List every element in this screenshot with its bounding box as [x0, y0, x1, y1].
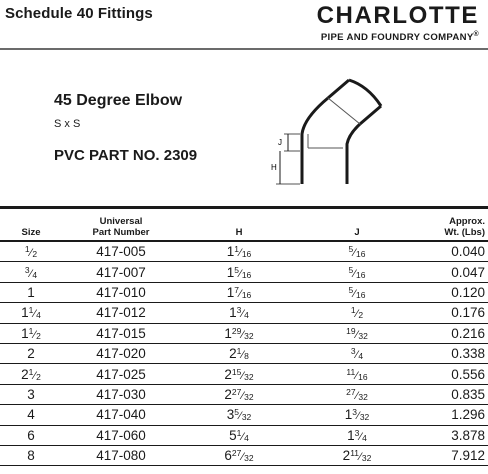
- cell-j: [298, 241, 416, 262]
- cell-size: [0, 262, 62, 282]
- table-row: [0, 323, 488, 343]
- j-whole: 2: [342, 448, 351, 464]
- j-denominator: 32: [358, 330, 368, 341]
- cell-h: [180, 323, 298, 343]
- j-denominator: 4: [358, 351, 364, 362]
- h-numerator: 27: [231, 386, 242, 397]
- cell-part-number: 417-040: [62, 405, 180, 425]
- h-whole: 6: [224, 448, 232, 464]
- cell-size: [0, 425, 62, 445]
- cell-weight: 0.176: [416, 303, 488, 323]
- cell-part-number: 417-025: [62, 364, 180, 384]
- j-numerator: 3: [352, 407, 357, 418]
- elbow-upper-right-wall: [360, 106, 381, 124]
- dim-j-ticks: [284, 134, 300, 151]
- col-header-part-number: Universal Part Number: [62, 209, 180, 241]
- j-denominator: 32: [359, 412, 370, 423]
- col-header-weight: Approx. Wt. (Lbs): [416, 209, 488, 241]
- j-numerator: 5: [348, 244, 354, 255]
- h-whole: 2: [224, 386, 232, 402]
- size-fraction-slash: ⁄: [30, 267, 32, 280]
- cell-j: [298, 262, 416, 282]
- size-numerator: 3: [24, 264, 30, 275]
- j-fraction-slash: ⁄: [357, 410, 360, 423]
- cell-h: [180, 384, 298, 404]
- cell-h: [180, 262, 298, 282]
- h-denominator: 32: [244, 391, 254, 402]
- size-whole: 3: [27, 386, 35, 402]
- cell-j: [298, 303, 416, 323]
- table-row: [0, 343, 488, 363]
- j-denominator: 16: [356, 289, 366, 300]
- size-denominator: 2: [36, 371, 41, 382]
- table-row: [0, 425, 488, 445]
- size-whole: 2: [21, 366, 29, 382]
- cell-size: [0, 364, 62, 384]
- cell-size: [0, 343, 62, 363]
- h-denominator: 4: [244, 310, 249, 321]
- size-denominator: 4: [36, 310, 41, 321]
- j-numerator: 3: [354, 427, 360, 438]
- table-row: [0, 364, 488, 384]
- j-numerator: 11: [350, 448, 360, 459]
- j-fraction-slash: ⁄: [359, 430, 362, 443]
- j-fraction-slash: ⁄: [353, 247, 356, 260]
- elbow-upper-left-wall: [328, 80, 349, 98]
- h-denominator: 16: [241, 249, 252, 260]
- h-numerator: 27: [231, 448, 242, 459]
- j-denominator: 32: [361, 453, 372, 464]
- cell-h: [180, 343, 298, 363]
- cell-h: [180, 282, 298, 302]
- h-denominator: 16: [241, 269, 252, 280]
- cell-j: [298, 323, 416, 343]
- product-connection: S x S: [54, 118, 81, 130]
- h-whole: 3: [226, 407, 235, 423]
- j-numerator: 19: [346, 325, 356, 336]
- j-denominator: 16: [356, 269, 366, 280]
- h-numerator: 7: [234, 284, 239, 295]
- h-fraction-slash: ⁄: [241, 349, 244, 362]
- col-header-j: J: [298, 209, 416, 241]
- col-header-size: Size: [0, 209, 62, 241]
- brand-logo: [317, 3, 479, 44]
- h-numerator: 15: [231, 366, 242, 377]
- j-fraction-slash: ⁄: [353, 287, 356, 300]
- h-fraction-slash: ⁄: [241, 451, 244, 464]
- j-denominator: 32: [358, 391, 368, 402]
- header-divider: [0, 48, 488, 50]
- j-fraction-slash: ⁄: [355, 369, 358, 382]
- h-fraction-slash: ⁄: [239, 247, 242, 260]
- size-whole: 2: [27, 346, 35, 362]
- table-row: [0, 303, 488, 323]
- cell-part-number: 417-030: [62, 384, 180, 404]
- brand-subtitle-text: PIPE AND FOUNDRY COMPANY: [320, 32, 474, 43]
- brand-subtitle: [317, 29, 479, 44]
- cell-size: [0, 323, 62, 343]
- cell-weight: 0.338: [416, 343, 488, 363]
- h-whole: 2: [224, 366, 232, 382]
- j-numerator: 5: [348, 284, 354, 295]
- size-fraction-slash: ⁄: [33, 308, 36, 321]
- cell-part-number: 417-080: [62, 445, 180, 465]
- dim-j-label: J: [278, 138, 282, 147]
- j-denominator: 16: [358, 371, 368, 382]
- spec-table-body: [0, 241, 488, 466]
- size-whole: 1: [21, 325, 29, 341]
- cell-j: [298, 425, 416, 445]
- h-numerator: 3: [236, 305, 242, 316]
- cell-weight: 0.216: [416, 323, 488, 343]
- size-denominator: 2: [36, 330, 41, 341]
- cell-h: [180, 405, 298, 425]
- size-whole: 8: [27, 448, 35, 464]
- table-row: [0, 262, 488, 282]
- dim-h-label: H: [271, 163, 277, 172]
- size-whole: 6: [27, 427, 35, 443]
- h-denominator: 32: [244, 453, 254, 464]
- cell-size: [0, 445, 62, 465]
- table-row: [0, 405, 488, 425]
- cell-j: [298, 364, 416, 384]
- j-numerator: 3: [350, 346, 356, 357]
- cell-part-number: 417-012: [62, 303, 180, 323]
- cell-weight: 0.040: [416, 241, 488, 262]
- table-row: [0, 282, 488, 302]
- h-fraction-slash: ⁄: [241, 430, 244, 443]
- h-whole: 2: [229, 346, 237, 362]
- brand-name: CHARLOTTE: [316, 2, 479, 29]
- h-denominator: 32: [244, 330, 254, 341]
- cell-h: [180, 241, 298, 262]
- cell-part-number: 417-005: [62, 241, 180, 262]
- cell-weight: 0.835: [416, 384, 488, 404]
- header-bar: [0, 0, 488, 48]
- product-name: 45 Degree Elbow: [54, 92, 183, 109]
- table-header-row: [0, 209, 488, 241]
- cell-weight: 0.120: [416, 282, 488, 302]
- size-whole: 1: [21, 305, 29, 321]
- size-numerator: 1: [24, 244, 30, 255]
- elbow-drawing: [268, 72, 398, 202]
- table-row: [0, 445, 488, 465]
- cell-part-number: 417-060: [62, 425, 180, 445]
- cell-weight: 1.296: [416, 405, 488, 425]
- h-fraction-slash: ⁄: [239, 287, 242, 300]
- elbow-upper-socket-line: [328, 98, 360, 124]
- size-fraction-slash: ⁄: [33, 369, 36, 382]
- j-denominator: 4: [362, 432, 367, 443]
- cell-weight: 3.878: [416, 425, 488, 445]
- table-row: [0, 241, 488, 262]
- size-fraction-slash: ⁄: [33, 328, 36, 341]
- size-fraction-slash: ⁄: [30, 247, 32, 260]
- spec-table: [0, 209, 488, 466]
- cell-size: [0, 282, 62, 302]
- cell-part-number: 417-015: [62, 323, 180, 343]
- h-whole: 1: [224, 325, 232, 341]
- h-denominator: 32: [241, 412, 252, 423]
- cell-part-number: 417-007: [62, 262, 180, 282]
- h-numerator: 1: [234, 244, 239, 255]
- j-whole: 1: [347, 427, 355, 443]
- size-numerator: 1: [28, 305, 34, 316]
- h-denominator: 16: [241, 289, 252, 300]
- cell-h: [180, 303, 298, 323]
- j-fraction-slash: ⁄: [356, 349, 358, 362]
- cell-h: [180, 364, 298, 384]
- cell-weight: 7.912: [416, 445, 488, 465]
- h-numerator: 29: [231, 325, 242, 336]
- h-denominator: 4: [244, 432, 249, 443]
- size-denominator: 2: [32, 249, 38, 260]
- cell-weight: 0.556: [416, 364, 488, 384]
- page-title: Schedule 40 Fittings: [5, 5, 153, 22]
- h-fraction-slash: ⁄: [241, 328, 244, 341]
- size-numerator: 1: [28, 366, 34, 377]
- size-whole: 1: [27, 284, 35, 300]
- j-fraction-slash: ⁄: [359, 451, 362, 464]
- cell-j: [298, 343, 416, 363]
- h-fraction-slash: ⁄: [241, 369, 244, 382]
- cell-weight: 0.047: [416, 262, 488, 282]
- j-fraction-slash: ⁄: [356, 389, 358, 402]
- j-denominator: 16: [356, 249, 366, 260]
- h-fraction-slash: ⁄: [239, 410, 242, 423]
- table-row: [0, 384, 488, 404]
- product-part-number: PVC PART NO. 2309: [54, 147, 198, 164]
- h-whole: 1: [226, 244, 235, 260]
- elbow-upper-end: [349, 80, 381, 106]
- cell-h: [180, 425, 298, 445]
- h-fraction-slash: ⁄: [239, 267, 242, 280]
- h-numerator: 5: [234, 264, 239, 275]
- cell-size: [0, 303, 62, 323]
- cell-j: [298, 282, 416, 302]
- cell-size: [0, 405, 62, 425]
- cell-size: [0, 241, 62, 262]
- size-denominator: 4: [32, 269, 38, 280]
- cell-j: [298, 445, 416, 465]
- j-whole: 1: [344, 407, 353, 423]
- j-fraction-slash: ⁄: [353, 267, 356, 280]
- cell-part-number: 417-010: [62, 282, 180, 302]
- j-numerator: 11: [346, 366, 356, 377]
- h-denominator: 8: [244, 351, 249, 362]
- h-numerator: 5: [234, 407, 239, 418]
- cell-j: [298, 384, 416, 404]
- j-numerator: 5: [348, 264, 354, 275]
- registered-mark: ®: [473, 31, 479, 38]
- h-fraction-slash: ⁄: [241, 308, 244, 321]
- h-numerator: 1: [236, 427, 242, 438]
- h-whole: 1: [226, 264, 235, 280]
- h-whole: 1: [229, 305, 237, 321]
- j-numerator: 1: [350, 305, 356, 316]
- j-numerator: 27: [346, 386, 356, 397]
- h-whole: 5: [229, 427, 237, 443]
- elbow-outer-bend: [302, 98, 328, 151]
- size-whole: 4: [27, 407, 35, 423]
- h-whole: 1: [226, 284, 235, 300]
- cell-part-number: 417-020: [62, 343, 180, 363]
- j-fraction-slash: ⁄: [356, 328, 358, 341]
- col-header-h: H: [180, 209, 298, 241]
- elbow-inner-bend: [347, 124, 360, 151]
- cell-h: [180, 445, 298, 465]
- j-denominator: 2: [358, 310, 364, 321]
- j-fraction-slash: ⁄: [356, 308, 358, 321]
- cell-j: [298, 405, 416, 425]
- h-denominator: 32: [244, 371, 254, 382]
- size-numerator: 1: [28, 325, 34, 336]
- h-fraction-slash: ⁄: [241, 389, 244, 402]
- h-numerator: 1: [236, 346, 242, 357]
- cell-size: [0, 384, 62, 404]
